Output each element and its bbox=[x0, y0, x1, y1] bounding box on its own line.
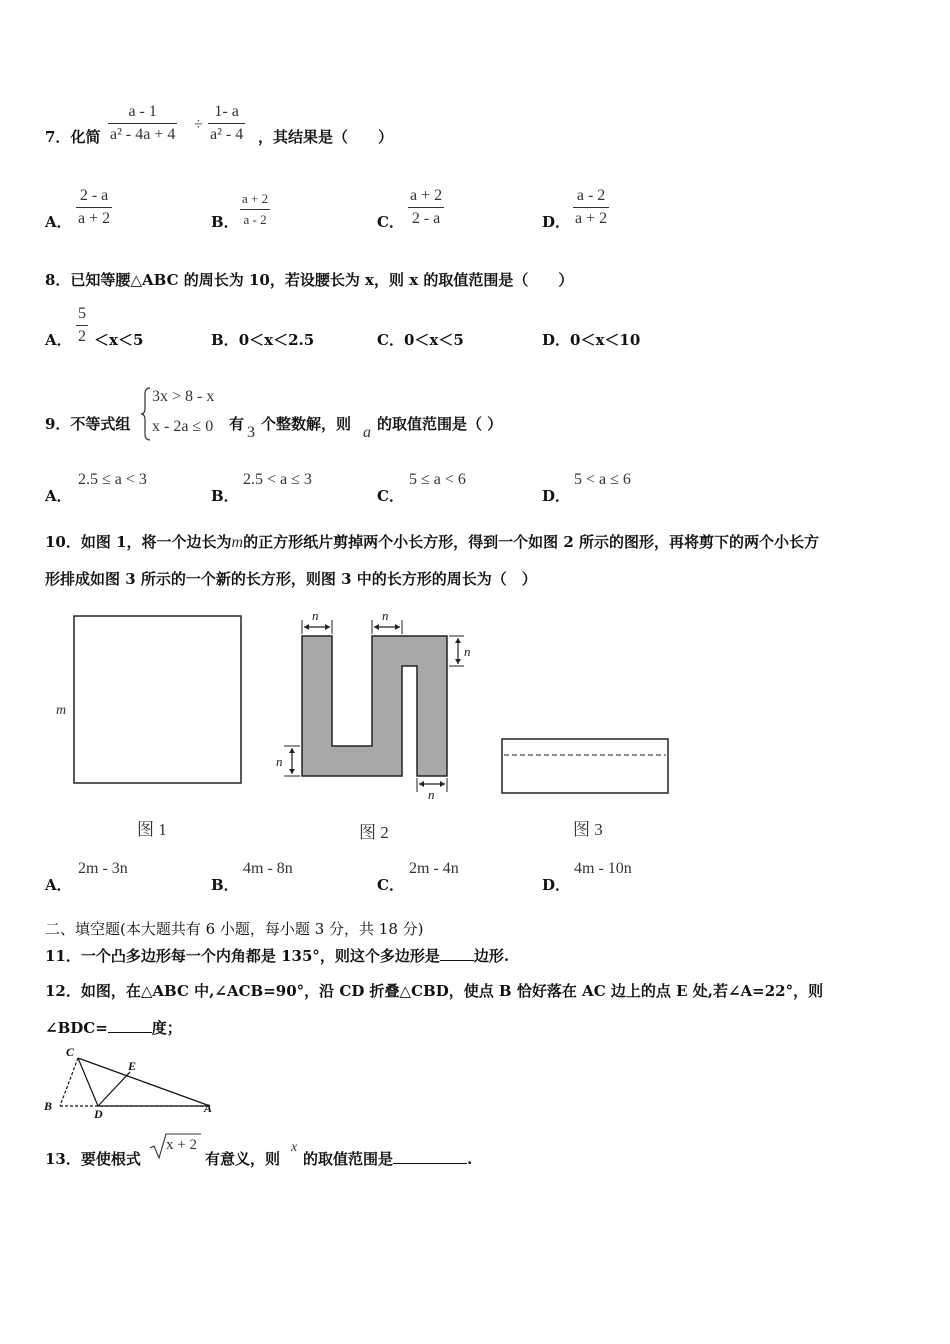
q8-option-a-fraction: $\frac{5}{2}$ bbox=[78, 305, 86, 345]
q12-point-a: A bbox=[204, 1101, 213, 1115]
figure-2-n-top-mid: n bbox=[382, 608, 389, 623]
q10-option-c: 2m - 4n bbox=[409, 860, 459, 877]
q7-option-c: $\frac{a + 2}{2 - a}$ bbox=[410, 187, 443, 227]
q12-stem-line-1: 12．如图，在△ABC 中,∠ACB=90°，沿 CD 折叠△CBD，使点 B 恰好落在 AC 边上的点 E 处,若∠A=22°，则 bbox=[45, 982, 824, 1000]
figure-2-caption: 图 2 bbox=[359, 823, 389, 842]
figure-2-n-left: n bbox=[276, 754, 283, 769]
q8-stem: 8．已知等腰△ABC 的周长为 10，若设腰长为 x，则 x 的取值范围是（ ） bbox=[45, 271, 574, 289]
q12-stem-line-2: ∠BDC= 度； bbox=[45, 1019, 182, 1037]
q12-point-b: B bbox=[44, 1099, 53, 1113]
figure-3-rectangle bbox=[500, 735, 672, 797]
figure-1-square bbox=[50, 610, 250, 790]
q12-point-e: E bbox=[128, 1059, 137, 1073]
q9-option-a: 2.5 ≤ a < 3 bbox=[78, 471, 147, 488]
q13-blank[interactable] bbox=[393, 1149, 467, 1164]
q13-stem-b: 有意义，则 bbox=[205, 1150, 281, 1168]
figure-2-n-top-left: n bbox=[312, 608, 319, 623]
q9-option-a-label: A． bbox=[45, 487, 72, 505]
q7-option-b-label: B． bbox=[211, 213, 239, 231]
q13-radicand: x + 2 bbox=[166, 1137, 197, 1153]
q7-fraction-1: $\frac{a - 1}{\text{a² - 4a + 4}}$ bbox=[110, 103, 176, 143]
q7-suffix: ，其结果是（ ） bbox=[258, 128, 394, 146]
q7-option-c-label: C． bbox=[377, 213, 404, 231]
q9-three: 3 bbox=[247, 424, 255, 441]
q9-inequality-1: 3x > 8 - x bbox=[152, 388, 215, 405]
q9-option-c-label: C． bbox=[377, 487, 404, 505]
q10-option-d-label: D． bbox=[542, 876, 571, 894]
figure-3-caption: 图 3 bbox=[573, 820, 603, 839]
figure-2-n-right: n bbox=[464, 644, 471, 659]
figure-1-caption: 图 1 bbox=[137, 820, 167, 839]
q9-stem: 9．不等式组 bbox=[45, 415, 131, 433]
q9-brace bbox=[140, 386, 152, 442]
q8-option-b: B．0＜x＜2.5 bbox=[211, 331, 315, 349]
q7-fraction-2: $\frac{1- a}{\text{a² - 4}}$ bbox=[210, 103, 244, 143]
q9-inequality-2: x - 2a ≤ 0 bbox=[152, 418, 214, 435]
q9-mid-1: 有 bbox=[229, 415, 245, 433]
section-2-heading: 二、填空题(本大题共有 6 小题，每小题 3 分，共 18 分) bbox=[45, 920, 424, 938]
figure-1-m-label: m bbox=[56, 703, 67, 718]
q8-option-a-label: A． bbox=[45, 331, 72, 349]
q7-option-d: $\frac{a - 2}{a + 2}$ bbox=[575, 187, 608, 227]
q9-suffix: 的取值范围是（ ） bbox=[377, 415, 503, 433]
q10-option-b: 4m - 8n bbox=[243, 860, 293, 877]
q10-option-c-label: C． bbox=[377, 876, 404, 894]
q13-stem-a: 13．要使根式 bbox=[45, 1150, 141, 1168]
q7-option-a: $\frac{2 - a}{a + 2}$ bbox=[78, 187, 111, 227]
q7-option-a-label: A． bbox=[45, 213, 72, 231]
q10-option-a: 2m - 3n bbox=[78, 860, 128, 877]
q7-option-d-label: D． bbox=[542, 213, 571, 231]
q13-var-x: x bbox=[291, 1140, 298, 1155]
q10-option-a-label: A． bbox=[45, 876, 72, 894]
figure-2-cut-shape bbox=[272, 606, 482, 802]
q10-stem-line-1: 10．如图 1，将一个边长为m的正方形纸片剪掉两个小长方形，得到一个如图 2 所示的图形，再将剪下的两个小长方 bbox=[45, 533, 819, 551]
q12-point-c: C bbox=[66, 1045, 75, 1059]
q11-stem: 11．一个凸多边形每一个内角都是 135°，则这个多边形是 边形. bbox=[45, 947, 510, 965]
q7-option-b: $\frac{a + 2}{a - 2}$ bbox=[242, 191, 269, 227]
q9-mid-2: 个整数解，则 bbox=[261, 415, 352, 433]
q12-point-d: D bbox=[94, 1107, 103, 1121]
figure-2-n-bottom: n bbox=[428, 787, 435, 802]
q10-stem-line-2: 形排成如图 3 所示的一个新的长方形，则图 3 中的长方形的周长为（ ） bbox=[45, 570, 537, 588]
q8-option-c: C．0＜x＜5 bbox=[377, 331, 464, 349]
q7-divide-sign: ÷ bbox=[194, 116, 203, 133]
q11-blank[interactable] bbox=[440, 946, 474, 961]
q10-option-d: 4m - 10n bbox=[574, 860, 632, 877]
q9-var-a: a bbox=[363, 424, 371, 441]
q9-option-c: 5 ≤ a < 6 bbox=[409, 471, 466, 488]
q12-blank[interactable] bbox=[108, 1018, 152, 1033]
q9-option-d: 5 < a ≤ 6 bbox=[574, 471, 631, 488]
q9-option-b-label: B． bbox=[211, 487, 239, 505]
q7-stem: 7．化简 bbox=[45, 128, 101, 146]
q13-stem-c: 的取值范围是 . bbox=[303, 1150, 473, 1168]
q9-option-b: 2.5 < a ≤ 3 bbox=[243, 471, 312, 488]
q9-option-d-label: D． bbox=[542, 487, 571, 505]
q12-triangle-figure bbox=[42, 1044, 222, 1122]
q8-option-d: D．0＜x＜10 bbox=[542, 331, 641, 349]
q10-option-b-label: B． bbox=[211, 876, 239, 894]
q8-option-a-text: ＜x＜5 bbox=[94, 331, 144, 349]
